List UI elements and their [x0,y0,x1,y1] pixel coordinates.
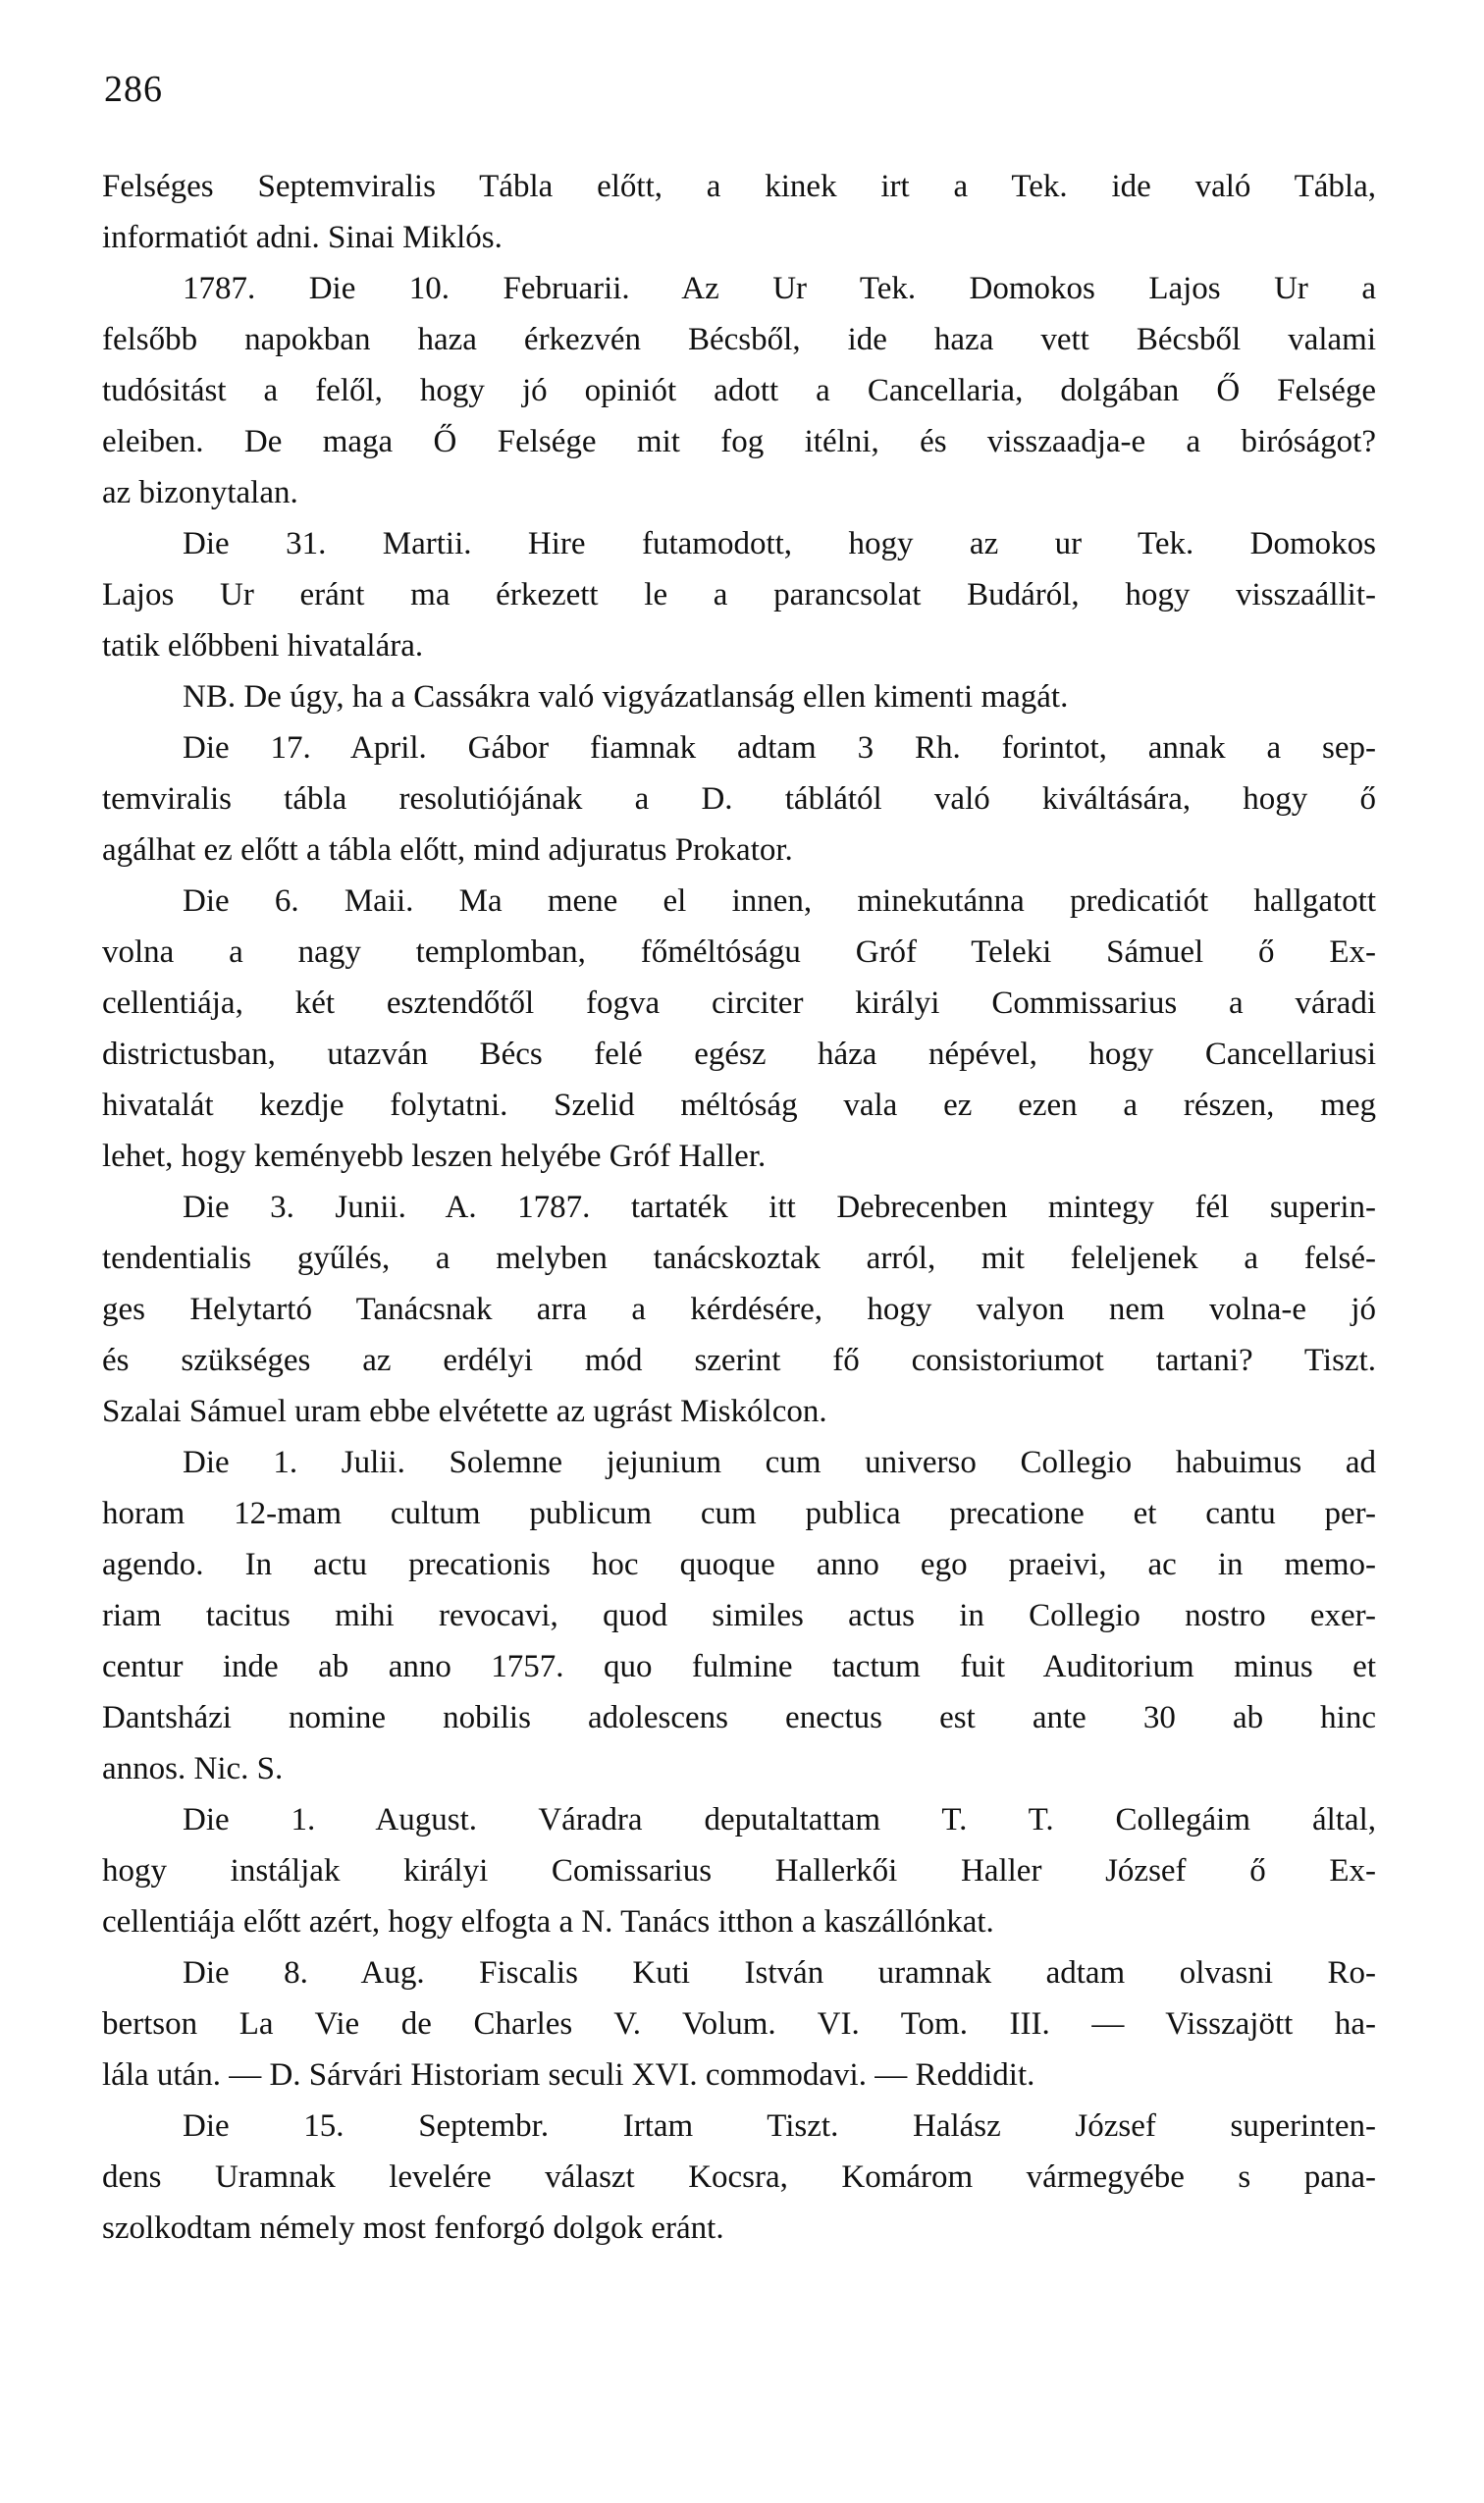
text-line: districtusban, utazván Bécs felé egész háza népével, hogy Cancellariusi [102,1037,1376,1072]
text-line: Szalai Sámuel uram ebbe elvétette az ugrást Miskólcon. [102,1394,827,1429]
text-line: tendentialis gyűlés, a melyben tanácskoztak arról, mit feleljenek a felsé- [102,1241,1376,1276]
page-number: 286 [104,69,163,110]
text-line: felsőbb napokban haza érkezvén Bécsből, ide haza vett Bécsből valami [102,322,1376,357]
text-line: centur inde ab anno 1757. quo fulmine tactum fuit Auditorium minus et [102,1649,1376,1684]
text-body [102,161,1376,2254]
text-line: lehet, hogy keményebb leszen helyébe Gróf Haller. [102,1139,767,1174]
text-line: Die 31. Martii. Hire futamodott, hogy az ur Tek. Domokos [183,526,1376,561]
text-line: hivatalát kezdje folytatni. Szelid méltóság vala ez ezen a részen, meg [102,1088,1376,1123]
text-line: Die 8. Aug. Fiscalis Kuti István uramnak adtam olvasni Ro- [183,1955,1376,1991]
text-line: 1787. Die 10. Februarii. Az Ur Tek. Domokos Lajos Ur a [183,271,1376,306]
text-line: tudósitást a felől, hogy jó opiniót adott a Cancellaria, dolgában Ő Felsége [102,373,1376,408]
text-line: szolkodtam némely most fenforgó dolgok eránt. [102,2210,724,2246]
text-line: Die 1. August. Váradra deputaltattam T. T. Collegáim által, [183,1802,1376,1837]
text-line: horam 12-mam cultum publicum cum publica precatione et cantu per- [102,1496,1376,1531]
text-line: ges Helytartó Tanácsnak arra a kérdésére, hogy valyon nem volna-e jó [102,1292,1376,1327]
text-line: eleiben. De maga Ő Felsége mit fog itélni, és visszaadja-e a biróságot? [102,424,1376,459]
text-line: informatiót adni. Sinai Miklós. [102,220,503,255]
text-line: Die 6. Maii. Ma mene el innen, minekutánna predicatiót hallgatott [183,883,1376,919]
text-line: agálhat ez előtt a tábla előtt, mind adjuratus Prokator. [102,832,793,868]
text-line: Die 3. Junii. A. 1787. tartaték itt Debrecenben mintegy fél superin- [183,1190,1376,1225]
text-line: az bizonytalan. [102,475,298,510]
text-line: riam tacitus mihi revocavi, quod similes actus in Collegio nostro exer- [102,1598,1376,1633]
text-line: hogy instáljak királyi Comissarius Hallerkői Haller József ő Ex- [102,1853,1376,1889]
text-line: dens Uramnak levelére választ Kocsra, Komárom vármegyébe s pana- [102,2159,1376,2195]
text-line: lála után. — D. Sárvári Historiam seculi XVI. commodavi. — Reddidit. [102,2057,1035,2093]
text-line: agendo. In actu precationis hoc quoque anno ego praeivi, ac in memo- [102,1547,1376,1582]
text-line: és szükséges az erdélyi mód szerint fő consistoriumot tartani? Tiszt. [102,1343,1376,1378]
text-line: Die 1. Julii. Solemne jejunium cum universo Collegio habuimus ad [183,1445,1376,1480]
text-line: NB. De úgy, ha a Cassákra való vigyázatlanság ellen kimenti magát. [183,679,1069,715]
text-line: tatik előbbeni hivatalára. [102,628,424,664]
text-line: Felséges Septemviralis Tábla előtt, a kinek irt a Tek. ide való Tábla, [102,169,1376,204]
text-line: Dantsházi nomine nobilis adolescens enectus est ante 30 ab hinc [102,1700,1376,1735]
text-line: annos. Nic. S. [102,1751,284,1786]
text-line: cellentiája, két esztendőtől fogva circiter királyi Commissarius a váradi [102,985,1376,1021]
text-line: Die 17. April. Gábor fiamnak adtam 3 Rh. forintot, annak a sep- [183,730,1376,766]
text-line: cellentiája előtt azért, hogy elfogta a N. Tanács itthon a kaszállónkat. [102,1904,994,1940]
text-line: volna a nagy templomban, főméltóságu Gróf Teleki Sámuel ő Ex- [102,934,1376,970]
text-line: Die 15. Septembr. Irtam Tiszt. Halász József superinten- [183,2108,1376,2144]
text-line: Lajos Ur eránt ma érkezett le a parancsolat Budáról, hogy visszaállit- [102,577,1376,612]
text-line: bertson La Vie de Charles V. Volum. VI. Tom. III. — Visszajött ha- [102,2006,1376,2042]
text-line: temviralis tábla resolutiójának a D. táblától való kiváltására, hogy ő [102,781,1376,817]
